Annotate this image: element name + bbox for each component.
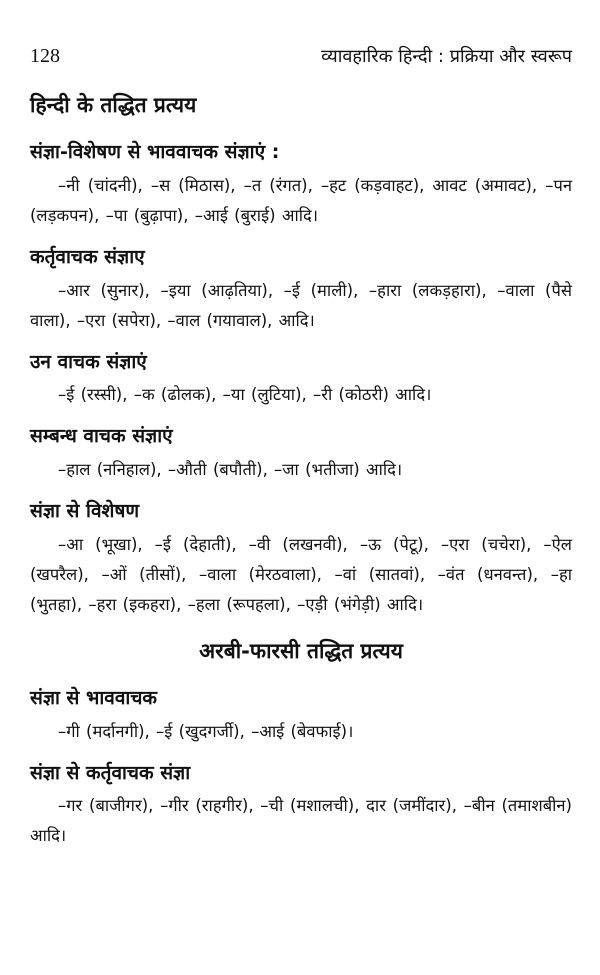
paragraph-relation-nouns: –हाल (ननिहाल), –औती (बपौती), –जा (भतीजा) आदि। (58, 460, 403, 479)
subheading-abstract-nouns: संज्ञा-विशेषण से भाववाचक संज्ञाएं : (30, 141, 280, 164)
paragraph-noun-to-agent: –गर (बाजीगर), –गीर (राहगीर), –ची (मशालची), दार (जमींदार), –बीन (तमाशबीन) आदि। (30, 796, 572, 846)
running-title: व्यावहारिक हिन्दी : प्रक्रिया और स्वरूप (321, 46, 572, 67)
paragraph-abstract-nouns: –नी (चांदनी), –स (मिठास), –त (रंगत), –हट (कड़वाहट), आवट (अमावट), –पन (लड़कपन), –पा (बुढ़ापा), –आई (बुराई) आदि। (30, 175, 572, 225)
section-title-arabic-persian: अरबी-फारसी तद्धित प्रत्यय (199, 638, 403, 663)
paragraph-noun-to-adjective: –आ (भूखा), –ई (देहाती), –वी (लखनवी), –ऊ (पेटू), –एरा (चचेरा), –ऐल (खपरैल), –ओं (तीसों), –वाला (मेरठवाला), –वां (सातवां), –वंत (धनवन्त), –हा (भुतहा), –हरा (इकहरा), –हला (रूपहला), –एड़ी (भंगेड़ी) आदि। (30, 534, 572, 614)
paragraph-agent-nouns: –आर (सुनार), –इया (आढ़तिया), –ई (माली), –हारा (लकड़हारा), –वाला (पैसे वाला), –एरा (सपेरा), –वाल (गयावाल), आदि। (30, 280, 572, 330)
subheading-diminutive-nouns: उन वाचक संज्ञाएं (30, 350, 147, 373)
page-header (30, 44, 572, 68)
paragraph-noun-to-abstract: –गी (मर्दानगी), –ई (खुदगर्जी), –आई (बेवफाई)। (58, 721, 354, 741)
subheading-noun-to-adjective: संज्ञा से विशेषण (30, 500, 140, 522)
page-number: 128 (30, 45, 60, 67)
subheading-relation-nouns: सम्बन्ध वाचक संज्ञाएं (30, 425, 173, 448)
section-title-hindi: हिन्दी के तद्धित प्रत्यय (30, 93, 197, 117)
subheading-noun-to-abstract: संज्ञा से भाववाचक (30, 686, 158, 709)
paragraph-diminutive-nouns: –ई (रस्सी), –क (ढोलक), –या (लुटिया), –री (कोठरी) आदि। (58, 385, 432, 405)
page-content (30, 92, 572, 865)
subheading-agent-nouns: कर्तृवाचक संज्ञाए (30, 245, 145, 268)
subheading-noun-to-agent: संज्ञा से कर्तृवाचक संज्ञा (30, 761, 191, 784)
